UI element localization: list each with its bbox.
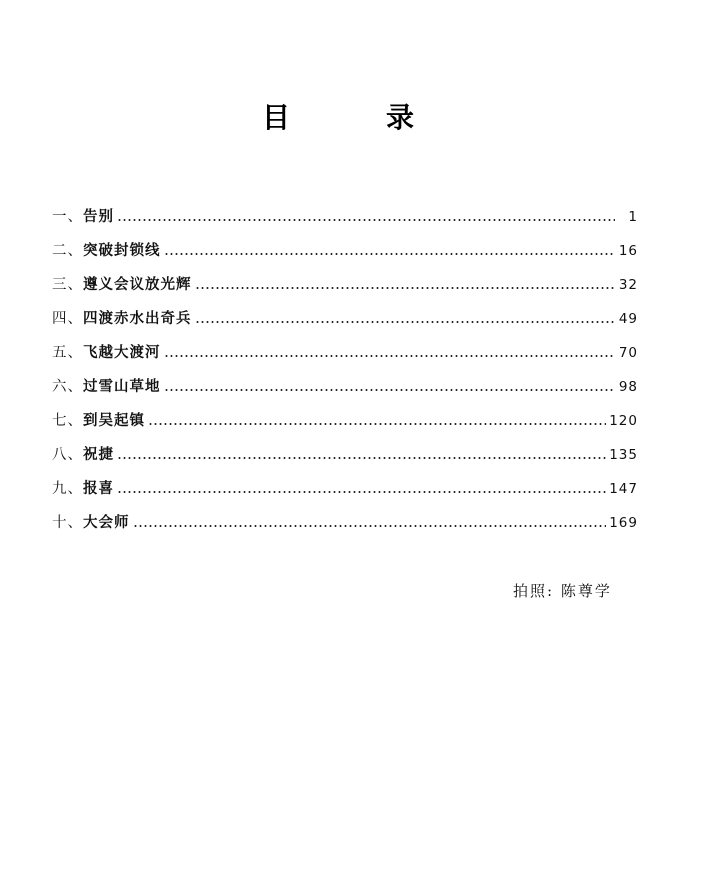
toc-entry <box>52 438 638 472</box>
toc-entry-number: 十、 <box>52 515 83 531</box>
toc-entry <box>52 404 638 438</box>
toc-entry-page: 49 <box>618 311 638 327</box>
photo-credit: 拍照: 陈尊学 <box>513 582 612 600</box>
dot-leader <box>117 219 615 221</box>
toc-entry-page: 169 <box>609 515 638 531</box>
dot-leader <box>195 287 616 289</box>
toc-entry-page: 135 <box>609 447 638 463</box>
toc-entry-page: 120 <box>609 413 638 429</box>
table-of-contents <box>52 200 638 540</box>
toc-entry <box>52 336 638 370</box>
dot-leader <box>164 355 616 357</box>
toc-entry <box>52 268 638 302</box>
toc-entry-number: 五、 <box>52 345 83 361</box>
toc-entry <box>52 234 638 268</box>
toc-entry-page: 147 <box>609 481 638 497</box>
toc-entry-page: 32 <box>618 277 638 293</box>
toc-entry-number: 六、 <box>52 379 83 395</box>
toc-entry-title: 到吴起镇 <box>83 412 145 429</box>
page-title-char-1: 目 <box>262 101 291 134</box>
page-title-char-2: 录 <box>386 101 415 134</box>
toc-entry-number: 一、 <box>52 209 83 225</box>
toc-entry <box>52 370 638 404</box>
toc-entry-title: 祝捷 <box>83 446 114 463</box>
toc-entry-title: 告别 <box>83 208 114 225</box>
toc-entry <box>52 302 638 336</box>
dot-leader <box>148 423 606 425</box>
toc-entry-page: 16 <box>618 243 638 259</box>
dot-leader <box>164 389 616 391</box>
page-title <box>0 98 703 138</box>
dot-leader <box>117 457 606 459</box>
toc-entry-title: 遵义会议放光辉 <box>83 276 192 293</box>
toc-entry-page: 1 <box>628 209 638 225</box>
toc-entry-number: 四、 <box>52 311 83 327</box>
toc-entry-title: 大会师 <box>83 514 130 531</box>
toc-entry-number: 八、 <box>52 447 83 463</box>
toc-entry-number: 九、 <box>52 481 83 497</box>
toc-entry <box>52 506 638 540</box>
toc-entry-page: 98 <box>618 379 638 395</box>
toc-entry-number: 三、 <box>52 277 83 293</box>
toc-entry-number: 二、 <box>52 243 83 259</box>
toc-entry-title: 飞越大渡河 <box>83 344 161 361</box>
toc-entry-title: 过雪山草地 <box>83 378 161 395</box>
toc-entry-page: 70 <box>618 345 638 361</box>
dot-leader <box>164 253 616 255</box>
dot-leader <box>133 525 607 527</box>
toc-entry-number: 七、 <box>52 413 83 429</box>
toc-entry-title: 突破封锁线 <box>83 242 161 259</box>
toc-entry-title: 四渡赤水出奇兵 <box>83 310 192 327</box>
toc-entry-title: 报喜 <box>83 480 114 497</box>
dot-leader <box>195 321 616 323</box>
toc-entry <box>52 472 638 506</box>
toc-entry <box>52 200 638 234</box>
dot-leader <box>117 491 606 493</box>
